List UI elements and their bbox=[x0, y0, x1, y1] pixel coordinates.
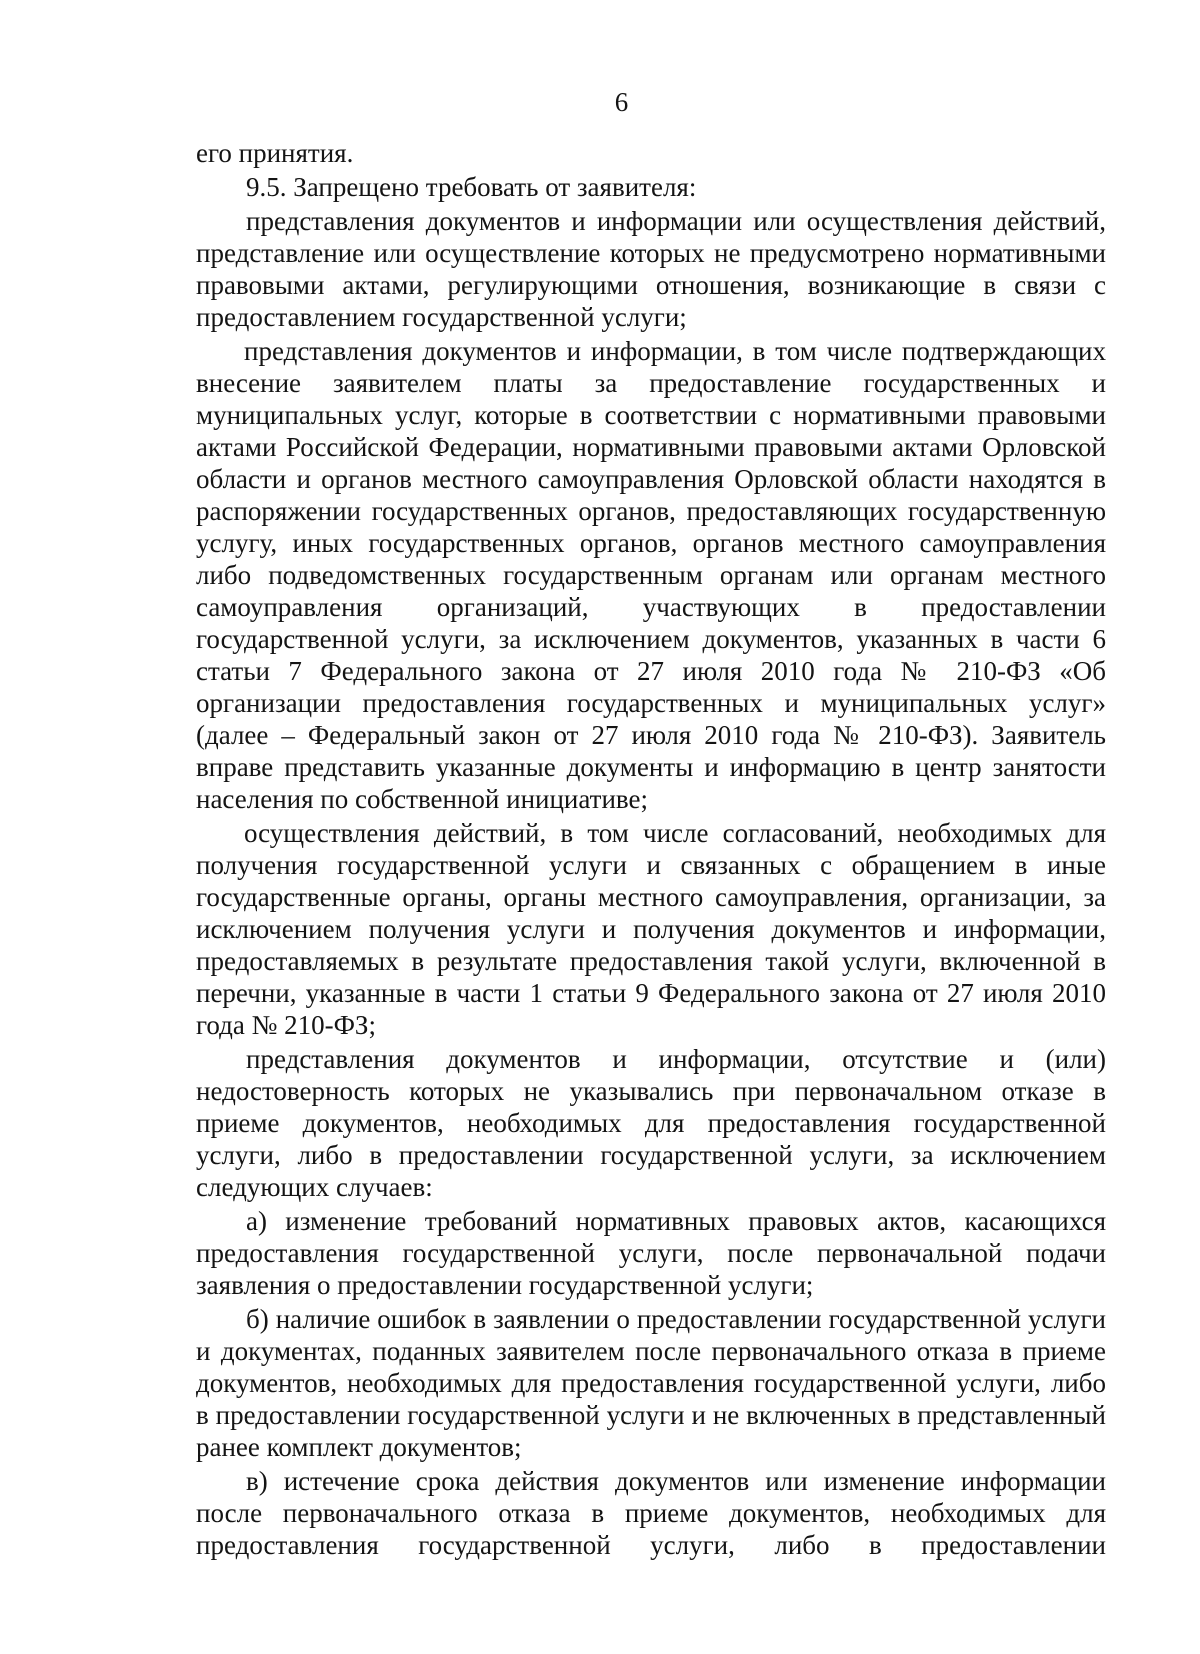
paragraph-prohibition-4: представления документов и информации, отсутствие и (или) недостоверность которых не указывались при первоначальном отказе в приеме документов, необходимых для предоставления государственной услуги, либо в предоставлении государственной услуги, за исключением следующих случаев: bbox=[196, 1044, 1106, 1202]
paragraph-prohibition-1: представления документов и информации или осуществления действий, представление или осуществление которых не предусмотрено нормативными правовыми актами, регулирующими отношения, возникающие в связи с предоставлением государственной услуги; bbox=[196, 206, 1106, 332]
paragraph-prohibition-3: осуществления действий, в том числе согласований, необходимых для получения государственной услуги и связанных с обращением в иные государственные органы, органы местного самоуправления, организации, за исключением получения услуги и получения документов и информации, предоставляемых в результате предоставления такой услуги, включенной в перечни, указанные в части 1 статьи 9 Федерального закона от 27 июля 2010 года № 210-ФЗ; bbox=[196, 818, 1106, 1040]
paragraph-prohibition-2: представления документов и информации, в том числе подтверждающих внесение заявителем платы за предоставление государственных и муниципальных услуг, которые в соответствии с нормативными правовыми актами Российской Федерации, нормативными правовыми актами Орловской области и органов местного самоуправления Орловской области находятся в распоряжении государственных органов, предоставляющих государственную услугу, иных государственных органов, органов местного самоуправления либо подведомственных государственным органам или органам местного самоуправления организаций, участвующих в предоставлении государственной услуги, за исключением документов, указанных в части 6 статьи 7 Федерального закона от 27 июля 2010 года № 210-ФЗ «Об организации предоставления государственных и муниципальных услуг» (далее – Федеральный закон от 27 июля 2010 года № 210-ФЗ). Заявитель вправе представить указанные документы и информацию в центр занятости населения по собственной инициативе; bbox=[196, 336, 1106, 814]
page-number: 6 bbox=[614, 87, 629, 117]
list-item-b: б) наличие ошибок в заявлении о предоставлении государственной услуги и документах, поданных заявителем после первоначального отказа в приеме документов, необходимых для предоставления государственной услуги, либо в предоставлении государственной услуги и не включенных в представленный ранее комплект документов; bbox=[196, 1304, 1106, 1462]
clause-9-5-heading: 9.5. Запрещено требовать от заявителя: bbox=[246, 172, 697, 202]
document-body bbox=[196, 137, 1106, 1561]
list-item-a: а) изменение требований нормативных правовых актов, касающихся предоставления государственной услуги, после первоначальной подачи заявления о предоставлении государственной услуги; bbox=[196, 1206, 1106, 1300]
paragraph-continuation: его принятия. bbox=[196, 138, 354, 168]
list-item-v: в) истечение срока действия документов или изменение информации после первоначального отказа в приеме документов, необходимых для предоставления государственной услуги, либо в предоставлении bbox=[196, 1466, 1106, 1560]
